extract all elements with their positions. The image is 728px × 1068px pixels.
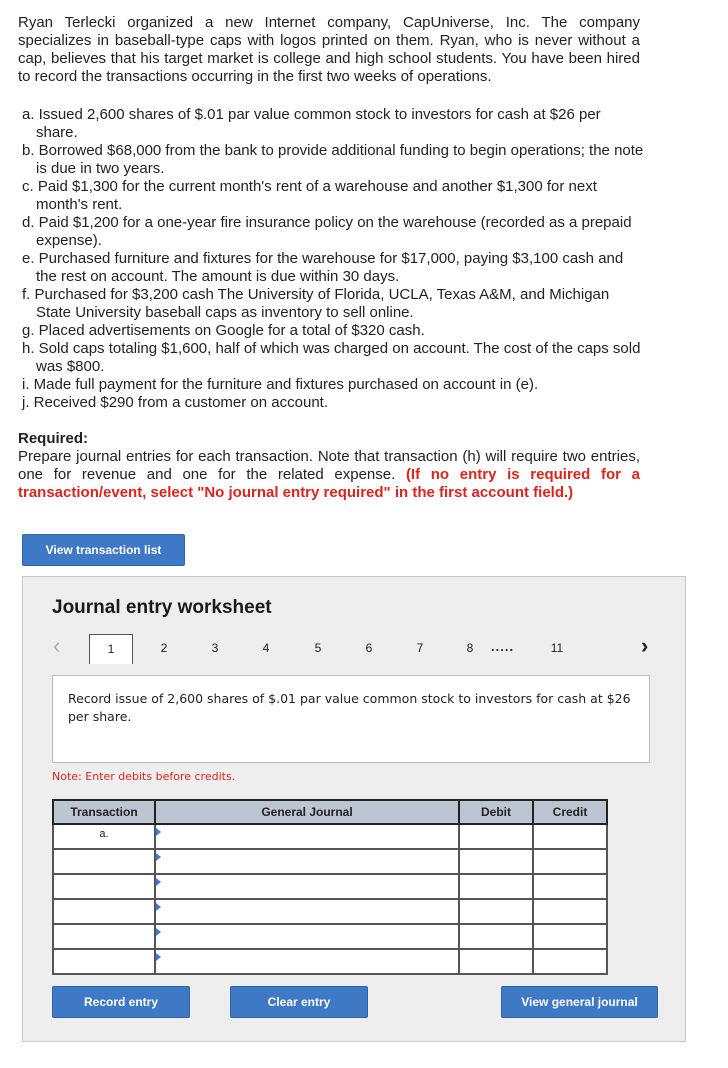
entry-note: Note: Enter debits before credits. xyxy=(52,770,236,783)
page-tab-8[interactable]: 8 xyxy=(466,641,474,655)
credit-input[interactable] xyxy=(533,949,607,974)
transaction-cell xyxy=(53,899,155,924)
page-ellipsis: ..... xyxy=(491,639,515,654)
table-row xyxy=(53,949,607,974)
credit-input[interactable] xyxy=(533,849,607,874)
view-transaction-list-button[interactable]: View transaction list xyxy=(22,534,185,566)
table-row xyxy=(53,924,607,949)
transaction-item: b. Borrowed $68,000 from the bank to provide additional funding to begin operations; the note is due in two years. xyxy=(22,142,644,177)
account-select[interactable] xyxy=(155,924,459,949)
credit-input[interactable] xyxy=(533,924,607,949)
transaction-description: Record issue of 2,600 shares of $.01 par value common stock to investors for cash at $26 per share. xyxy=(52,675,650,763)
account-select[interactable] xyxy=(155,824,459,849)
account-select[interactable] xyxy=(155,949,459,974)
transaction-item: c. Paid $1,300 for the current month's rent of a warehouse and another $1,300 for next month's rent. xyxy=(22,178,597,213)
transaction-cell: a. xyxy=(53,824,155,849)
column-header-general-journal: General Journal xyxy=(155,800,459,824)
transaction-list xyxy=(22,106,644,412)
transaction-item: h. Sold caps totaling $1,600, half of which was charged on account. The cost of the caps sold was $800. xyxy=(22,340,641,375)
transaction-cell xyxy=(53,924,155,949)
page-tab-7[interactable]: 7 xyxy=(416,641,424,655)
table-row xyxy=(53,849,607,874)
page-tab-1[interactable]: 1 xyxy=(89,634,133,664)
page-tab-3[interactable]: 3 xyxy=(211,641,219,655)
transaction-item: d. Paid $1,200 for a one-year fire insurance policy on the warehouse (recorded as a prepaid expense). xyxy=(22,214,632,249)
table-row xyxy=(53,874,607,899)
credit-input[interactable] xyxy=(533,874,607,899)
page-tab-4[interactable]: 4 xyxy=(262,641,270,655)
transaction-item: i. Made full payment for the furniture and fixtures purchased on account in (e). xyxy=(22,376,539,393)
column-header-transaction: Transaction xyxy=(53,800,155,824)
required-heading: Required: xyxy=(18,430,89,447)
transaction-item: j. Received $290 from a customer on account. xyxy=(22,394,328,411)
record-entry-button[interactable]: Record entry xyxy=(52,986,190,1018)
page-tab-2[interactable]: 2 xyxy=(160,641,168,655)
debit-input[interactable] xyxy=(459,824,533,849)
transaction-cell xyxy=(53,849,155,874)
credit-input[interactable] xyxy=(533,899,607,924)
account-select[interactable] xyxy=(155,874,459,899)
journal-entry-worksheet xyxy=(22,576,686,1042)
debit-input[interactable] xyxy=(459,924,533,949)
transaction-item: e. Purchased furniture and fixtures for the warehouse for $17,000, paying $3,100 cash and the rest on account. The amount is due within 30 days. xyxy=(22,250,624,285)
worksheet-title: Journal entry worksheet xyxy=(52,597,272,618)
problem-intro: Ryan Terlecki organized a new Internet company, CapUniverse, Inc. The company specializes in baseball-type caps with logos printed on them. Ryan, who is never without a cap, believes that his target market is college and high school students. You have been hired to record the transactions occurring in the first two weeks of operations. xyxy=(18,14,640,85)
chevron-right-icon[interactable]: › xyxy=(641,633,649,658)
required-instructions xyxy=(18,448,640,502)
required-warning: (If no entry is required for a transaction/event, select "No journal entry required" in the first account field.) xyxy=(18,466,640,501)
account-select[interactable] xyxy=(155,849,459,874)
debit-input[interactable] xyxy=(459,874,533,899)
table-row xyxy=(53,824,607,849)
clear-entry-button[interactable]: Clear entry xyxy=(230,986,368,1018)
chevron-left-icon[interactable]: ‹ xyxy=(53,633,61,658)
journal-table xyxy=(52,799,608,975)
transaction-cell xyxy=(53,949,155,974)
transaction-item: a. Issued 2,600 shares of $.01 par value common stock to investors for cash at $26 per share. xyxy=(22,106,601,141)
debit-input[interactable] xyxy=(459,849,533,874)
page-tab-5[interactable]: 5 xyxy=(314,641,322,655)
transaction-item: g. Placed advertisements on Google for a total of $320 cash. xyxy=(22,322,425,339)
column-header-debit: Debit xyxy=(459,800,533,824)
transaction-item: f. Purchased for $3,200 cash The University of Florida, UCLA, Texas A&M, and Michigan State University baseball caps as inventory to sell online. xyxy=(22,286,610,321)
page-tab-6[interactable]: 6 xyxy=(365,641,373,655)
debit-input[interactable] xyxy=(459,949,533,974)
transaction-cell xyxy=(53,874,155,899)
view-general-journal-button[interactable]: View general journal xyxy=(501,986,658,1018)
credit-input[interactable] xyxy=(533,824,607,849)
column-header-credit: Credit xyxy=(533,800,607,824)
table-row xyxy=(53,899,607,924)
required-text: Prepare journal entries for each transaction. Note that transaction (h) will require two entries, one for revenue and one for the related expense. xyxy=(18,448,640,483)
account-select[interactable] xyxy=(155,899,459,924)
page-tab-11[interactable]: 11 xyxy=(550,641,564,655)
debit-input[interactable] xyxy=(459,899,533,924)
